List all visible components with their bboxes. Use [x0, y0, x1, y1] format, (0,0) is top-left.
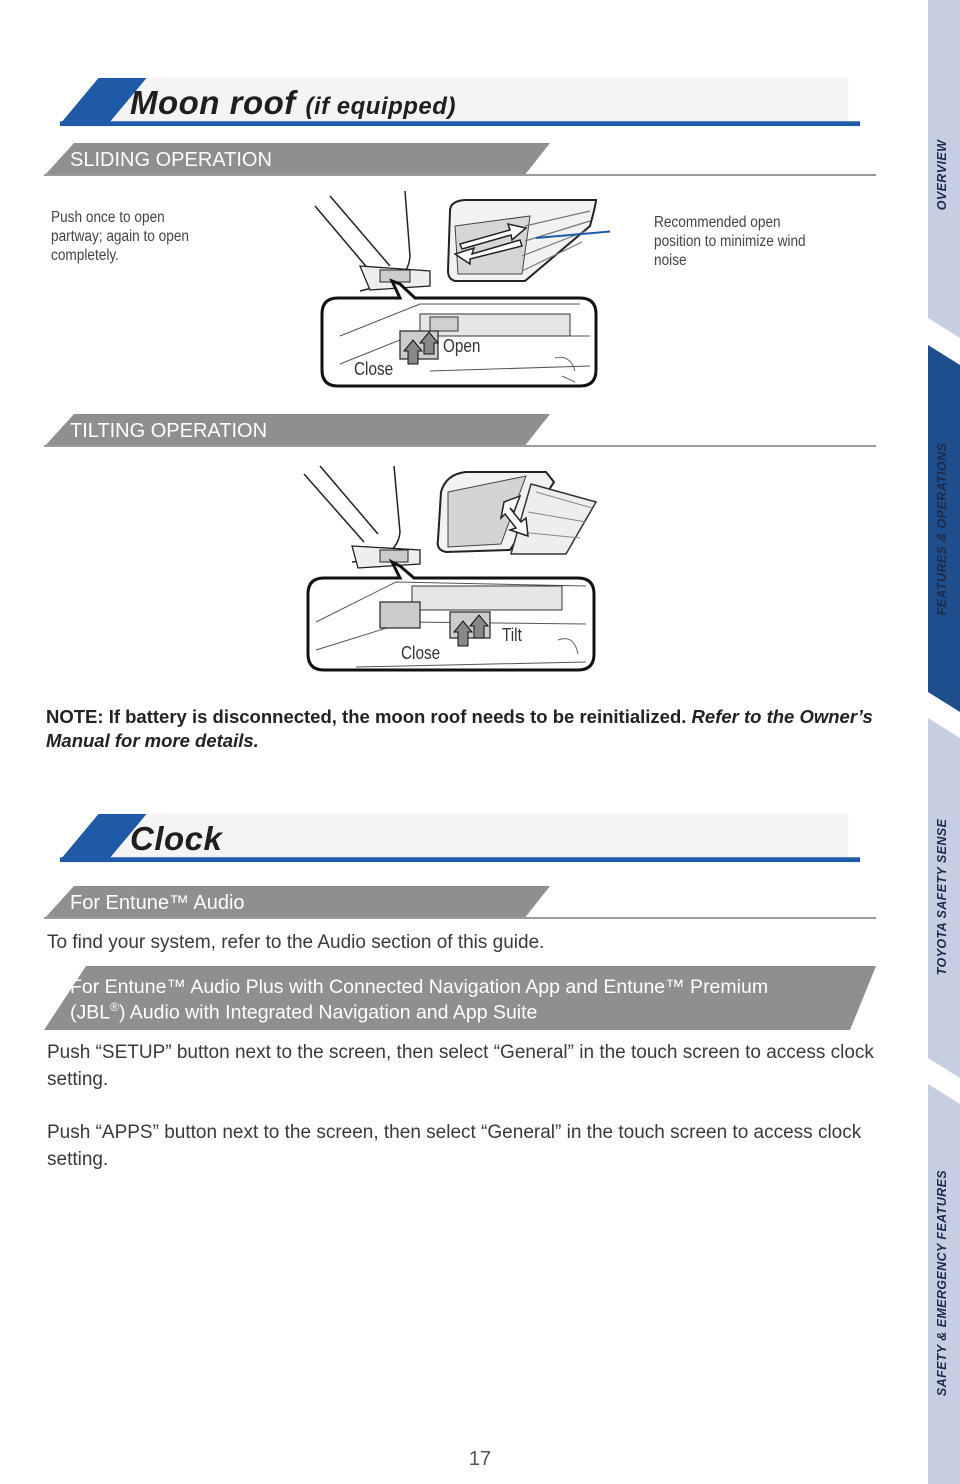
note-bold-text: NOTE: If battery is disconnected, the moon roof needs to be reinitialized. [46, 706, 687, 727]
entune-plus-header [44, 966, 876, 1032]
moonroof-note [46, 705, 876, 753]
sidebar-tab-features-operations[interactable]: FEATURES & OPERATIONS [935, 442, 949, 616]
sliding-operation-header [44, 143, 876, 179]
tilting-operation-illustration [296, 462, 600, 674]
sliding-operation-illustration [300, 186, 610, 392]
entune-audio-header [44, 886, 876, 922]
clock-title: Clock [130, 820, 223, 857]
sidebar-tab-overview[interactable]: OVERVIEW [935, 139, 949, 211]
tilting-close-label: Close [401, 643, 441, 663]
moonroof-title [130, 84, 456, 122]
page-number: 17 [468, 1448, 492, 1470]
sidebar-tab-safety-emergency[interactable]: SAFETY & EMERGENCY FEATURES [935, 1169, 949, 1397]
tilting-operation-header [44, 414, 876, 450]
entune-plus-label-line2 [70, 1000, 537, 1025]
sliding-close-label: Close [354, 359, 394, 379]
moonroof-title-suffix: (if equipped) [305, 93, 456, 120]
entune-audio-text: To find your system, refer to the Audio section of this guide. [47, 932, 545, 953]
moonroof-title-text: Moon roof [130, 84, 296, 121]
entune-plus-label-line1: For Entune™ Audio Plus with Connected Navigation App and Entune™ Premium [70, 976, 769, 998]
entune-plus-line2-rest: ) Audio with Integrated Navigation and App Suite [118, 1001, 538, 1024]
sliding-callout-left: Push once to open partway; again to open completely. [51, 209, 190, 264]
registered-mark: ® [110, 1000, 119, 1014]
sliding-operation-label: SLIDING OPERATION [70, 149, 272, 171]
tilting-tilt-label: Tilt [502, 625, 522, 645]
note-italic-text: Refer to the Owner’s Manual for more details. [46, 706, 873, 751]
setup-instruction-text: Push “SETUP” button next to the screen, then select “General” in the touch screen to access clock setting. [47, 1042, 874, 1090]
tilting-operation-label: TILTING OPERATION [70, 420, 268, 442]
entune-plus-jbl: (JBL [70, 1001, 111, 1024]
entune-audio-label: For Entune™ Audio [70, 892, 245, 914]
sliding-callout-right: Recommended open position to minimize wind noise [654, 214, 806, 269]
apps-instruction-text: Push “APPS” button next to the screen, then select “General” in the touch screen to access clock setting. [47, 1122, 862, 1170]
sliding-open-label: Open [443, 336, 481, 356]
sidebar-tab-toyota-safety-sense[interactable]: TOYOTA SAFETY SENSE [935, 818, 949, 976]
